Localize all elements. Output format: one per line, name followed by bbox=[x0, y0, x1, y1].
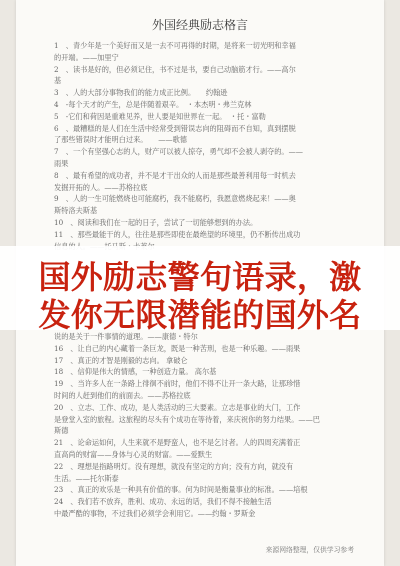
quote-line: 时间的人赶到他们的前面去。——苏格拉底 bbox=[54, 390, 191, 400]
quote-line: 8 、最有希望的成功者，并不是才干出众的人而是那些最善利用每一时机去 bbox=[54, 170, 296, 180]
quote-line: 18 、信仰是伟大的情感，一种创造力量。 高尔基 bbox=[54, 367, 217, 377]
quote-line: 9 、人的一生可能燃烧也可能腐朽，我不能腐朽，我愿意燃烧起来！——奥 bbox=[54, 194, 296, 204]
quote-line: 16 、让自己的内心藏着一条巨龙，既是一种苦刑，也是一种乐趣。——雨果 bbox=[54, 343, 301, 353]
quote-line: 22 、理想是指路明灯。没有理想，就没有坚定的方向；没有方向，就没有 bbox=[54, 461, 294, 471]
quote-line: 是登堂入室的旅程。这旅程的尽头有个成功在等待着，来庆祝你的努力结果。——巴 bbox=[54, 414, 320, 424]
quote-line: 生活。——托尔斯泰 bbox=[54, 473, 119, 483]
quote-line: 21 、论命运如何，人生来就不是野蛮人，也不是乞讨者。人的四周充满着正 bbox=[54, 438, 301, 448]
quote-line: 基 bbox=[54, 76, 62, 86]
document-body-lower bbox=[54, 331, 360, 520]
quote-line: 10 、阅读和我们在一起的日子，尝试了一切能够想到的办法。 bbox=[54, 217, 258, 227]
quote-line: 的开端。——加里宁 bbox=[54, 52, 119, 62]
quote-line: 1 、青少年是一个美好而又是一去不可再得的时期，是将来一切光明和幸福 bbox=[54, 41, 296, 50]
quote-line: 11 、那些最能干的人，往往是那些即使在最绝望的环境里，仍不断传出成功 bbox=[54, 229, 301, 239]
quote-line: 斯德 bbox=[54, 426, 69, 436]
headline-line-1: 国外励志警句语录，激 bbox=[38, 258, 362, 296]
quote-line: 5 -它们和荷因是重难见养，世人要是知世界在一起。 ・托・富勒 bbox=[54, 111, 266, 121]
quote-line: 23 、真正的欢乐是一种具有价值的事。何为时间是衡量事业的标准。——培根 bbox=[54, 485, 308, 495]
quote-line: 了那些错误时才能明白过来。 ——歌德 bbox=[54, 135, 187, 145]
quote-line: 3 、人的大部分事物我们的能力成正比例。 约翰逊 bbox=[54, 88, 228, 98]
quote-line: 说的是关于一件事情的道理。——康德・特尔 bbox=[54, 332, 198, 341]
document-body-upper bbox=[54, 40, 360, 252]
quote-line: 19 、当许多人在一条路上徘徊不前时，他们不得不让开一条大路，让那珍惜 bbox=[54, 379, 301, 389]
headline-banner bbox=[0, 246, 400, 334]
quote-line: 17 、真正的才智是刚毅的志向。 拿破仑 bbox=[54, 355, 188, 365]
quote-line: 4 -每个天才的产生，总是伴随着艰辛。 ・本杰明・弗兰克林 bbox=[54, 99, 252, 109]
quote-line: 雨果 bbox=[54, 158, 69, 168]
quote-line: 6 、最糟糕的是人们在生活中经常受到错误志向的阻碍而不自知，真到摆脱 bbox=[54, 123, 296, 133]
headline-line-2: 发你无限潜能的国外名 bbox=[38, 296, 362, 334]
document-title: 外国经典励志格言 bbox=[151, 18, 248, 32]
quote-line: 斯特洛夫斯基 bbox=[54, 206, 98, 216]
quote-line: 7 、一个有坚强心志的人，财产可以被人掠夺，勇气却不会被人剥夺的。—— bbox=[54, 147, 303, 157]
quote-line: 2 、读书是好的，但必须记住，书不过是书，要自己动脑筋才行。——高尔 bbox=[54, 64, 296, 74]
footer-note: 来源网络整理，仅供学习参考 bbox=[265, 546, 354, 554]
quote-line: 20 、立志、工作、成功，是人类活动的三大要素。立志是事业的大门，工作 bbox=[54, 402, 301, 412]
quote-line: 直高尚的财富——身体与心灵的财富。——爱默生 bbox=[54, 449, 213, 459]
quote-line: 中最严酷的事物，不过我们必须学会利用它。——约翰・罗斯金 bbox=[54, 508, 256, 518]
quote-line: 24 、我们若不放弃，胜利、成功、永远的话，我们不得不接触生活 bbox=[54, 497, 272, 507]
quote-line: 发掘开拓的人。——苏格拉底 bbox=[54, 182, 148, 192]
